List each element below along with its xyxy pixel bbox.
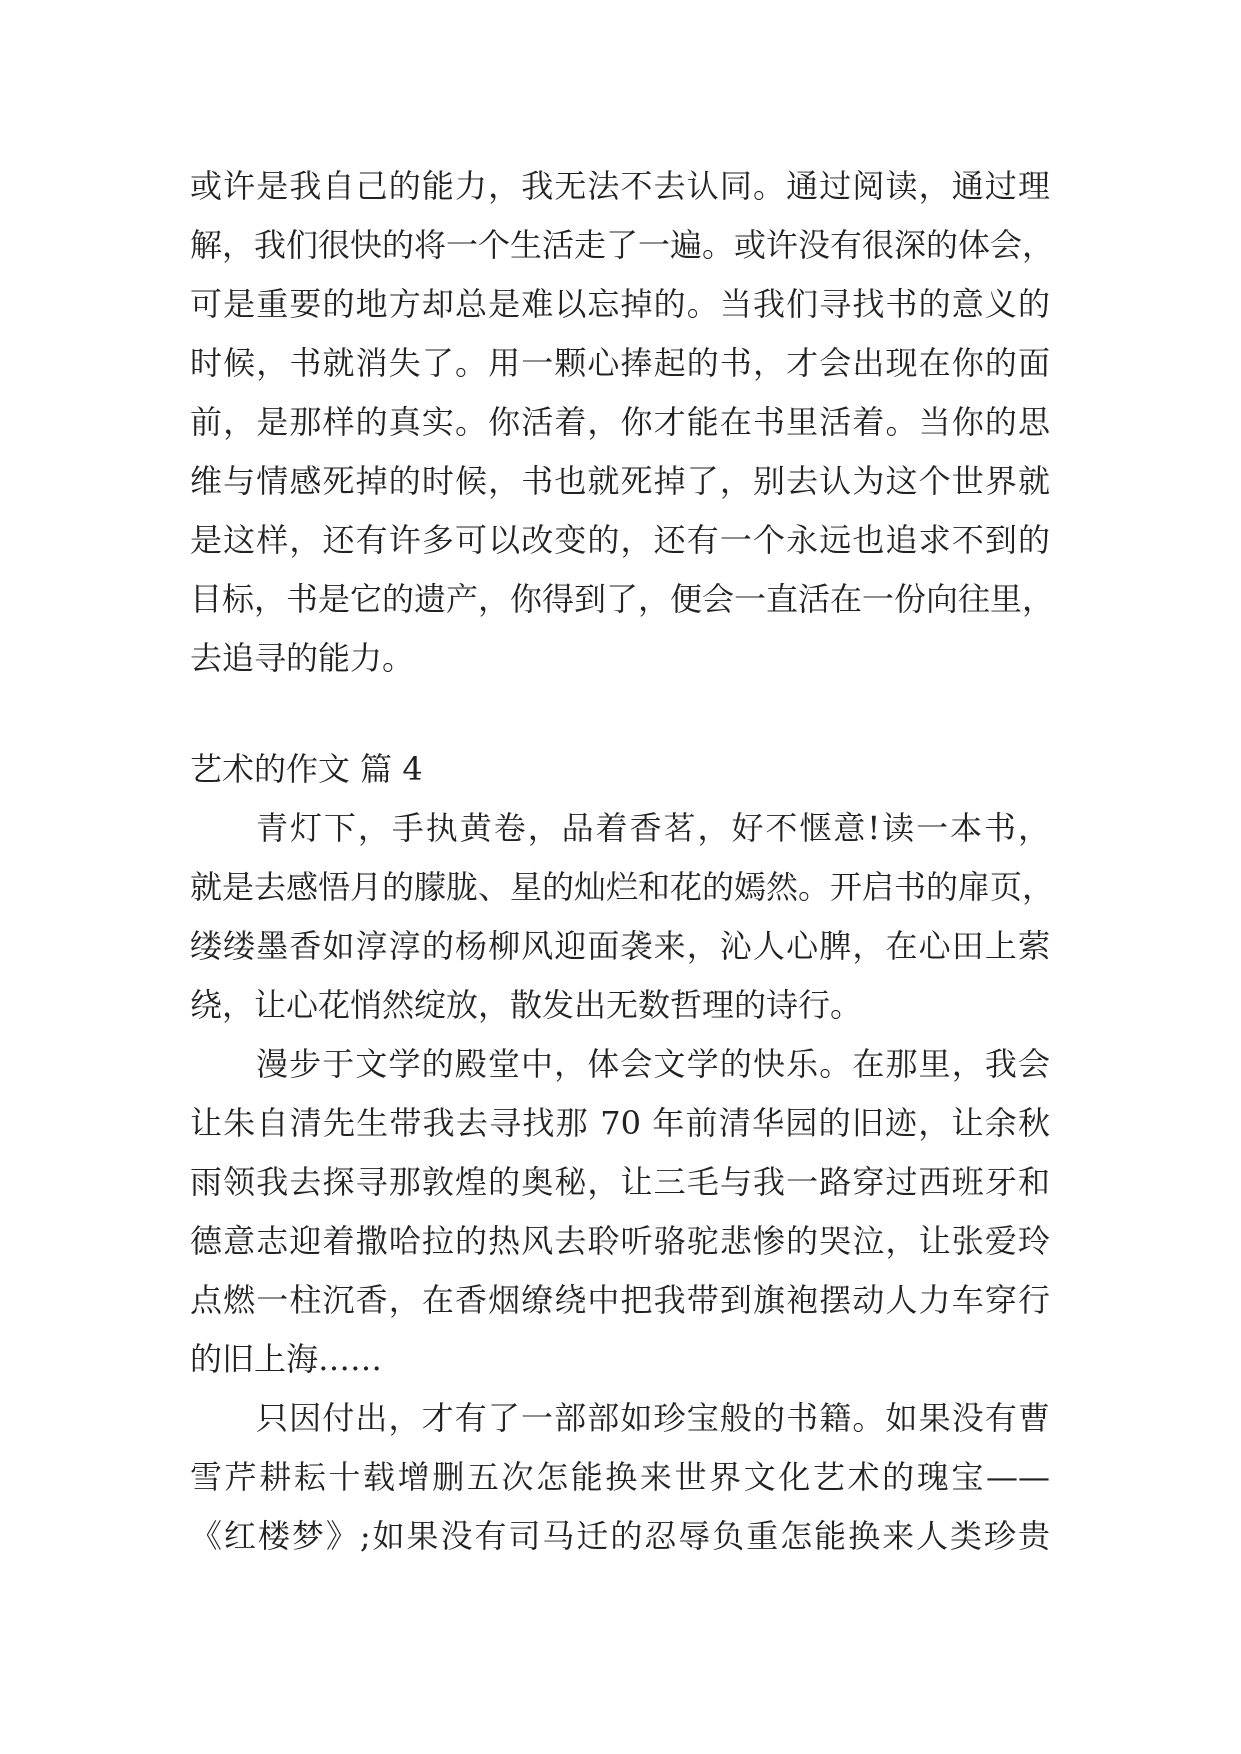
paragraph-3-line-1: 漫步于文学的殿堂中，体会文学的快乐。在那里，我会 xyxy=(256,1045,1050,1083)
paragraph-1-line-3: 可是重要的地方却总是难以忘掉的。当我们寻找书的意义的 xyxy=(190,285,1050,323)
paragraph-3-line-3: 雨领我去探寻那敦煌的奥秘，让三毛与我一路穿过西班牙和 xyxy=(190,1163,1050,1201)
paragraph-3-line-4: 德意志迎着撒哈拉的热风去聆听骆驼悲惨的哭泣，让张爱玲 xyxy=(190,1222,1050,1260)
paragraph-1-line-5: 前，是那样的真实。你活着，你才能在书里活着。当你的思 xyxy=(190,403,1050,441)
paragraph-4-line-2: 雪芹耕耘十载增删五次怎能换来世界文化艺术的瑰宝—— xyxy=(190,1458,1050,1496)
paragraph-3-line-5: 点燃一柱沉香，在香烟缭绕中把我带到旗袍摆动人力车穿行 xyxy=(190,1281,1050,1319)
paragraph-1-line-1: 或许是我自己的能力，我无法不去认同。通过阅读，通过理 xyxy=(190,167,1050,205)
paragraph-4-line-1: 只因付出，才有了一部部如珍宝般的书籍。如果没有曹 xyxy=(256,1399,1050,1437)
paragraph-2-line-2: 就是去感悟月的朦胧、星的灿烂和花的嫣然。开启书的扉页， xyxy=(190,868,1055,906)
paragraph-1-line-8: 目标，书是它的遗产，你得到了，便会一直活在一份向往里， xyxy=(190,580,1055,618)
paragraph-2-line-4: 绕，让心花悄然绽放，散发出无数哲理的诗行。 xyxy=(190,986,863,1024)
paragraph-2-line-1: 青灯下，手执黄卷，品着香茗，好不惬意!读一本书， xyxy=(256,809,1050,847)
paragraph-2-line-3: 缕缕墨香如淳淳的杨柳风迎面袭来，沁人心脾，在心田上萦 xyxy=(190,927,1050,965)
paragraph-3-line-6: 的旧上海…… xyxy=(190,1340,383,1378)
paragraph-1-line-9: 去追寻的能力。 xyxy=(190,639,415,677)
paragraph-1-line-4: 时候，书就消失了。用一颗心捧起的书，才会出现在你的面 xyxy=(190,344,1050,382)
paragraph-1-line-7: 是这样，还有许多可以改变的，还有一个永远也追求不到的 xyxy=(190,521,1050,559)
paragraph-3-line-2: 让朱自清先生带我去寻找那 70 年前清华园的旧迹，让余秋 xyxy=(190,1104,1050,1142)
section-heading: 艺术的作文 篇 4 xyxy=(190,750,423,788)
paragraph-1-line-6: 维与情感死掉的时候，书也就死掉了，别去认为这个世界就 xyxy=(190,462,1050,500)
paragraph-1-line-2: 解，我们很快的将一个生活走了一遍。或许没有很深的体会， xyxy=(190,226,1055,264)
paragraph-4-line-3: 《红楼梦》;如果没有司马迁的忍辱负重怎能换来人类珍贵 xyxy=(190,1517,1050,1555)
